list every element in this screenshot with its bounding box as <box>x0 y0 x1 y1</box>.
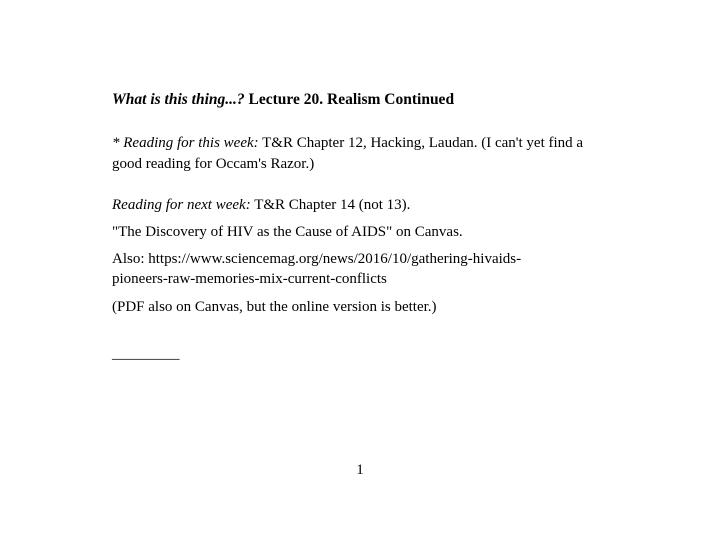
divider-rule: _________ <box>112 346 180 362</box>
also-link-line-2: pioneers-raw-memories-mix-current-conflicts <box>112 271 387 287</box>
title-italic: What is this thing...? <box>112 91 245 108</box>
also-link <box>112 249 592 289</box>
also-link-line-1: Also: https://www.sciencemag.org/news/2016/10/gathering-hivaids- <box>112 251 522 267</box>
reading-next-week <box>112 195 592 216</box>
reading-this-week <box>112 133 592 175</box>
page-title <box>112 91 592 109</box>
reading-this-week-text: T&R Chapter 12, Hacking, Laudan. (I can't yet find a good reading for Occam's Razor.) <box>112 135 584 172</box>
reading-next-week-label: Reading for next week: <box>112 197 251 213</box>
page-number: 1 <box>356 462 364 478</box>
reading-this-week-label: * Reading for this week: <box>112 135 259 151</box>
reading-next-week-text: T&R Chapter 14 (not 13). <box>254 197 411 213</box>
pdf-note: (PDF also on Canvas, but the online version is better.) <box>112 299 437 315</box>
title-lecture: Lecture 20. Realism Continued <box>248 91 455 108</box>
discovery-reading: "The Discovery of HIV as the Cause of AIDS" on Canvas. <box>112 224 463 240</box>
